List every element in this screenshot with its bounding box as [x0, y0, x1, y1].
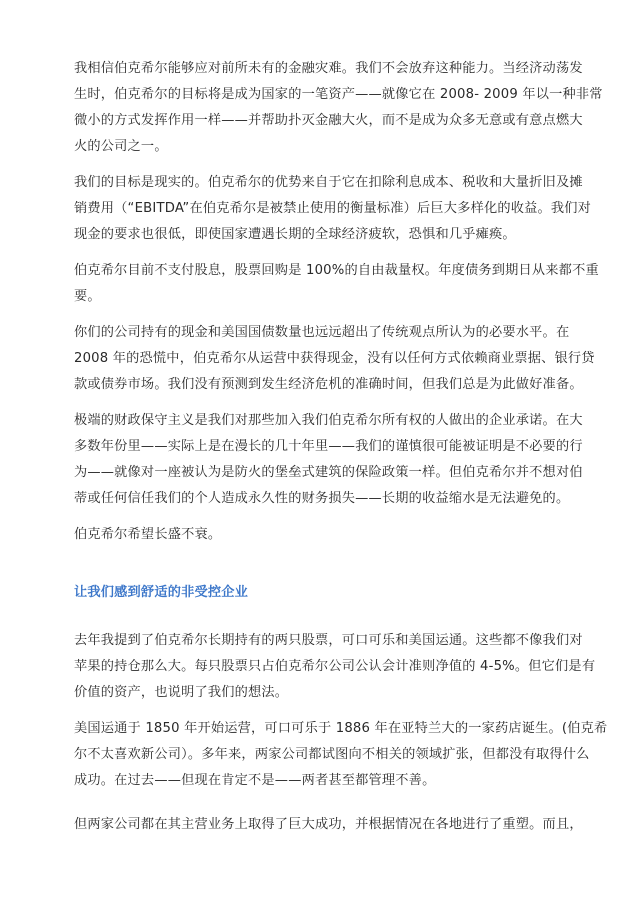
text-line: 生时，伯克希尔的目标将是成为国家的一笔资产——就像它在 2008- 2009 年以一种非常 — [74, 87, 603, 102]
paragraph-fiscal-conservatism — [74, 408, 583, 512]
text-line: 但两家公司都在其主营业务上取得了巨大成功，并根据情况在各地进行了重塑。而且， — [74, 817, 583, 832]
text-line: 美国运通于 1850 年开始运营，可口可乐于 1886 年在亚特兰大的一家药店诞生。(伯克希 — [74, 721, 608, 736]
text-line: 款或债券市场。我们没有预测到发生经济危机的准确时间，但我们总是为此做好准备。 — [74, 377, 583, 392]
text-line: 要。 — [74, 289, 101, 304]
text-line: 我相信伯克希尔能够应对前所未有的金融灾难。我们不会放弃这种能力。当经济动荡发 — [74, 61, 583, 76]
text-line: 去年我提到了伯克希尔长期持有的两只股票，可口可乐和美国运通。这些都不像我们对 — [74, 633, 583, 648]
paragraph-company-history — [74, 716, 608, 794]
text-line: 成功。在过去——但现在肯定不是——两者甚至都管理不善。 — [74, 773, 436, 788]
text-line: 多数年份里——实际上是在漫长的几十年里——我们的谨慎很可能被证明是不必要的行 — [74, 439, 583, 454]
text-line: 为——就像对一座被认为是防火的堡垒式建筑的保险政策一样。但伯克希尔并不想对伯 — [74, 465, 583, 480]
text-line: 微小的方式发挥作用一样——并帮助扑灭金融大火，而不是成为众多无意或有意点燃大 — [74, 113, 583, 128]
text-line: 尔不太喜欢新公司）。多年来，两家公司都试图向不相关的领域扩张，但都没有取得什么 — [74, 747, 590, 762]
section-heading: 让我们感到舒适的非受控企业 — [74, 585, 249, 600]
text-line: 你们的公司持有的现金和美国国债数量也远远超出了传统观点所认为的必要水平。在 — [74, 325, 570, 340]
text-line: 现金的要求也很低，即使国家遭遇长期的全球经济疲软，恐惧和几乎瘫痪。 — [74, 227, 516, 242]
text-line: 火的公司之一。 — [74, 139, 168, 154]
paragraph-longevity — [74, 522, 574, 548]
paragraph-financial-disaster — [74, 56, 603, 160]
text-line: 伯克希尔目前不支付股息，股票回购是 100%的自由裁量权。年度债务到期日从来都不重 — [74, 263, 599, 278]
text-line: 价值的资产，也说明了我们的想法。 — [74, 685, 289, 700]
text-line: 伯克希尔希望长盛不衰。 — [74, 527, 222, 542]
text-line: 极端的财政保守主义是我们对那些加入我们伯克希尔所有权的人做出的企业承诺。在大 — [74, 413, 583, 428]
text-line: 2008 年的恐慌中，伯克希尔从运营中获得现金，没有以任何方式依赖商业票据、银行贷 — [74, 351, 595, 366]
paragraph-dividends — [74, 258, 599, 310]
text-line: 苹果的持仓那么大。每只股票只占伯克希尔公司公认会计准则净值的 4-5%。但它们是有 — [74, 659, 596, 674]
paragraph-long-held-stocks — [74, 628, 596, 706]
paragraph-cash-holdings — [74, 320, 595, 398]
text-line: 销费用（“EBITDA”在伯克希尔是被禁止使用的衡量标准）后巨大多样化的收益。我们对 — [74, 201, 592, 216]
paragraph-core-business — [74, 812, 583, 838]
paragraph-realistic-goal — [74, 170, 592, 248]
text-line: 我们的目标是现实的。伯克希尔的优势来自于它在扣除利息成本、税收和大量折旧及摊 — [74, 175, 583, 190]
text-line: 蒂或任何信任我们的个人造成永久性的财务损失——长期的收益缩水是无法避免的。 — [74, 491, 570, 506]
